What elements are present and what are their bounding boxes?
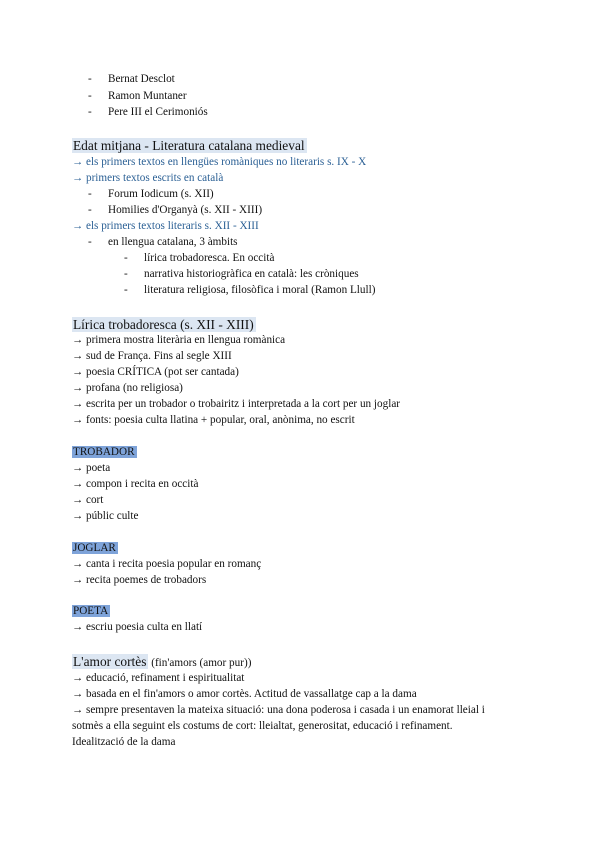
text-line: → sempre presentaven la mateixa situació: una dona poderosa i casada i un enamorat lleial i [72, 704, 485, 716]
section-label: JOGLAR [73, 542, 116, 554]
text-line: → primera mostra literària en llengua romànica [72, 334, 286, 346]
text-line: → basada en el fin'amors o amor cortès. Actitud de vassallatge cap a la dama [72, 688, 417, 700]
text-line: → fonts: poesia culta llatina + popular, oral, anònima, no escrit [72, 414, 355, 426]
text-line: sotmès a ella seguint els costums de cort: lleialtat, generositat, educació i refinament. [72, 720, 453, 732]
text-line: → els primers textos literaris s. XII - XIII [72, 220, 259, 232]
text-line: → canta i recita poesia popular en romanç [72, 558, 262, 570]
list-item: - Ramon Muntaner [88, 90, 187, 102]
section-heading: Lírica trobadoresca (s. XII - XIII) [73, 317, 254, 332]
text-line: → poesia CRÍTICA (pot ser cantada) [72, 366, 239, 378]
section-heading-suffix: (fin'amors (amor pur)) [151, 657, 252, 669]
text-line: → cort [72, 494, 104, 506]
list-item: - Homilies d'Organyà (s. XII - XIII) [88, 204, 263, 216]
text-line: → educació, refinament i espiritualitat [72, 672, 245, 684]
text-line: → escriu poesia culta en llatí [72, 621, 203, 633]
text-line: → compon i recita en occità [72, 478, 199, 490]
text-line: → profana (no religiosa) [72, 382, 183, 394]
sub-list-item: - narrativa historiogràfica en català: les cròniques [124, 268, 359, 280]
list-item: - Forum Iodicum (s. XII) [88, 188, 214, 200]
text-line: Idealització de la dama [72, 736, 176, 748]
list-item: - en llengua catalana, 3 àmbits [88, 236, 238, 248]
section-heading: L'amor cortès (fin'amors (amor pur)) [73, 654, 252, 669]
sub-list-item: - literatura religiosa, filosòfica i moral (Ramon Llull) [124, 284, 376, 296]
section-heading: Edat mitjana - Literatura catalana medieval [73, 138, 305, 153]
text-line: → els primers textos en llengües romàniques no literaris s. IX - X [72, 156, 367, 168]
sub-list-item: - lírica trobadoresca. En occità [124, 252, 275, 264]
section-label: TROBADOR [73, 446, 135, 458]
text-line: → poeta [72, 462, 111, 474]
text-line: → escrita per un trobador o trobairitz i interpretada a la cort per un joglar [72, 398, 401, 410]
text-line: → recita poemes de trobadors [72, 574, 207, 586]
text-line: → primers textos escrits en català [72, 172, 224, 184]
list-item: - Pere III el Cerimoniós [88, 106, 208, 118]
text-line: → sud de França. Fins al segle XIII [72, 350, 232, 362]
list-item: - Bernat Desclot [88, 73, 175, 85]
section-label: POETA [73, 605, 109, 617]
text-line: → públic culte [72, 510, 139, 522]
